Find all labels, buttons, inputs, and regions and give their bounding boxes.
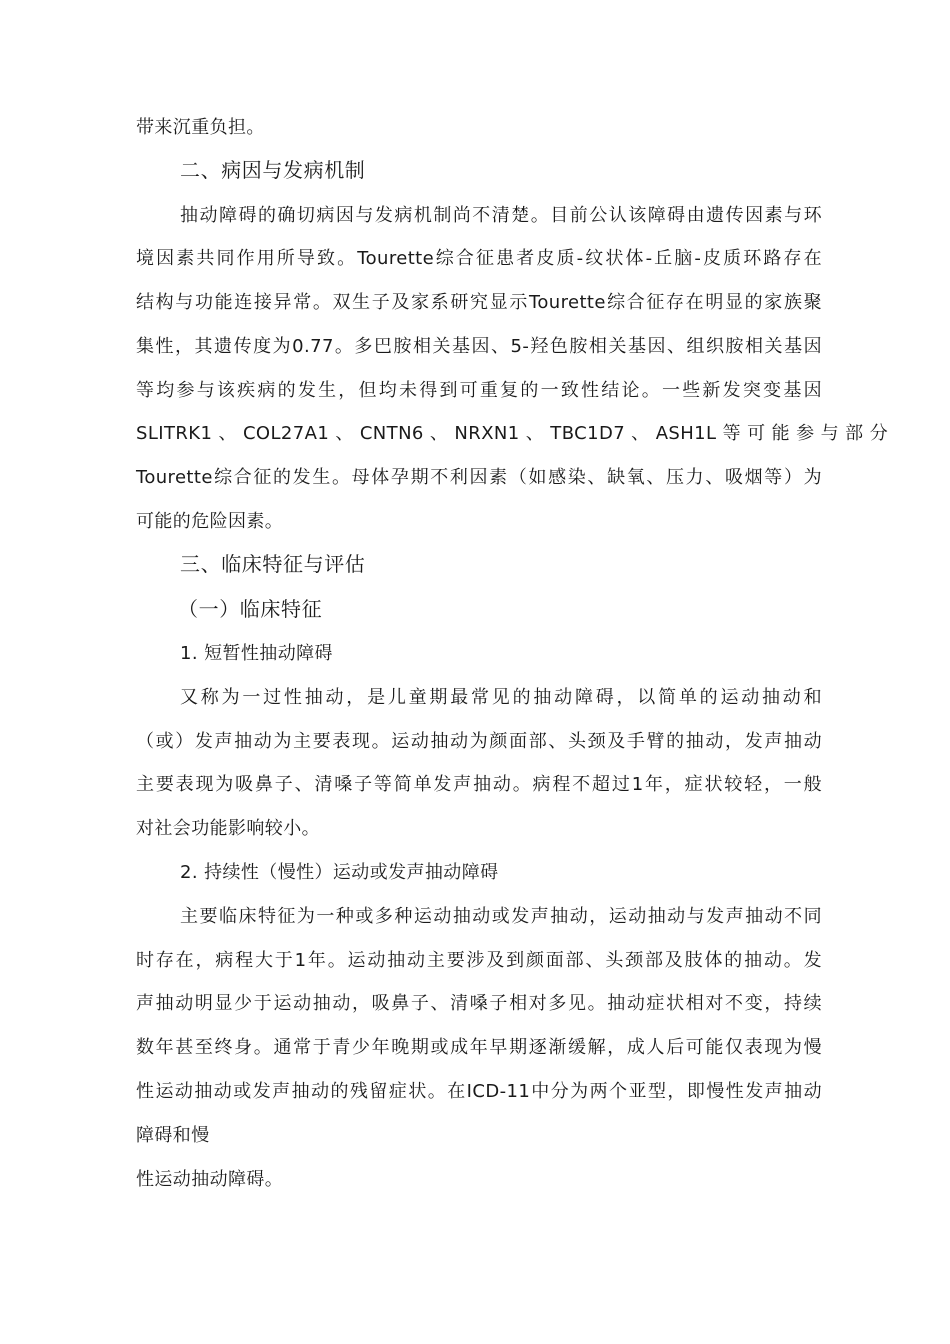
paragraph-line: 性运动抽动或发声抽动的残留症状。在ICD-11中分为两个亚型，即慢性发声抽动	[136, 1081, 822, 1102]
text-line: 带来沉重负担。	[136, 117, 265, 138]
section-heading: 二、病因与发病机制	[180, 158, 366, 182]
section-heading: 三、临床特征与评估	[180, 552, 366, 576]
paragraph-line: 等均参与该疾病的发生，但均未得到可重复的一致性结论。一些新发突变基因	[136, 380, 822, 401]
item-heading: 2. 持续性（慢性）运动或发声抽动障碍	[180, 862, 499, 883]
paragraph-line: 声抽动明显少于运动抽动，吸鼻子、清嗓子相对多见。抽动症状相对不变，持续	[136, 993, 822, 1014]
paragraph-line: 数年甚至终身。通常于青少年晚期或成年早期逐渐缓解，成人后可能仅表现为慢	[136, 1037, 822, 1058]
paragraph-line: 性运动抽动障碍。	[136, 1169, 284, 1190]
subsection-heading: （一）临床特征	[178, 597, 323, 621]
paragraph-line: 结构与功能连接异常。双生子及家系研究显示Tourette综合征存在明显的家族聚	[136, 292, 822, 313]
paragraph-line: 抽动障碍的确切病因与发病机制尚不清楚。目前公认该障碍由遗传因素与环	[180, 205, 822, 226]
paragraph-line: 对社会功能影响较小。	[136, 818, 320, 839]
paragraph-line: 境因素共同作用所导致。Tourette综合征患者皮质-纹状体-丘脑-皮质环路存在	[136, 248, 822, 269]
paragraph-line: 又称为一过性抽动，是儿童期最常见的抽动障碍，以简单的运动抽动和	[180, 687, 822, 708]
paragraph-line: 主要临床特征为一种或多种运动抽动或发声抽动，运动抽动与发声抽动不同	[180, 906, 822, 927]
paragraph-line: 主要表现为吸鼻子、清嗓子等简单发声抽动。病程不超过1年，症状较轻，一般	[136, 774, 822, 795]
paragraph-line: 可能的危险因素。	[136, 511, 284, 532]
paragraph-line: （或）发声抽动为主要表现。运动抽动为颜面部、头颈及手臂的抽动，发声抽动	[136, 731, 822, 752]
paragraph-line: 障碍和慢	[136, 1125, 210, 1146]
paragraph-line: SLITRK1 、 COL27A1 、 CNTN6 、 NRXN1 、 TBC1D7 、 ASH1L 等 可 能 参 与 部 分	[136, 423, 889, 444]
paragraph-line: 集性，其遗传度为0.77。多巴胺相关基因、5-羟色胺相关基因、组织胺相关基因	[136, 336, 822, 357]
paragraph-line: Tourette综合征的发生。母体孕期不利因素（如感染、缺氧、压力、吸烟等）为	[136, 467, 822, 488]
item-heading: 1. 短暂性抽动障碍	[180, 643, 333, 664]
paragraph-line: 时存在，病程大于1年。运动抽动主要涉及到颜面部、头颈部及肢体的抽动。发	[136, 950, 822, 971]
